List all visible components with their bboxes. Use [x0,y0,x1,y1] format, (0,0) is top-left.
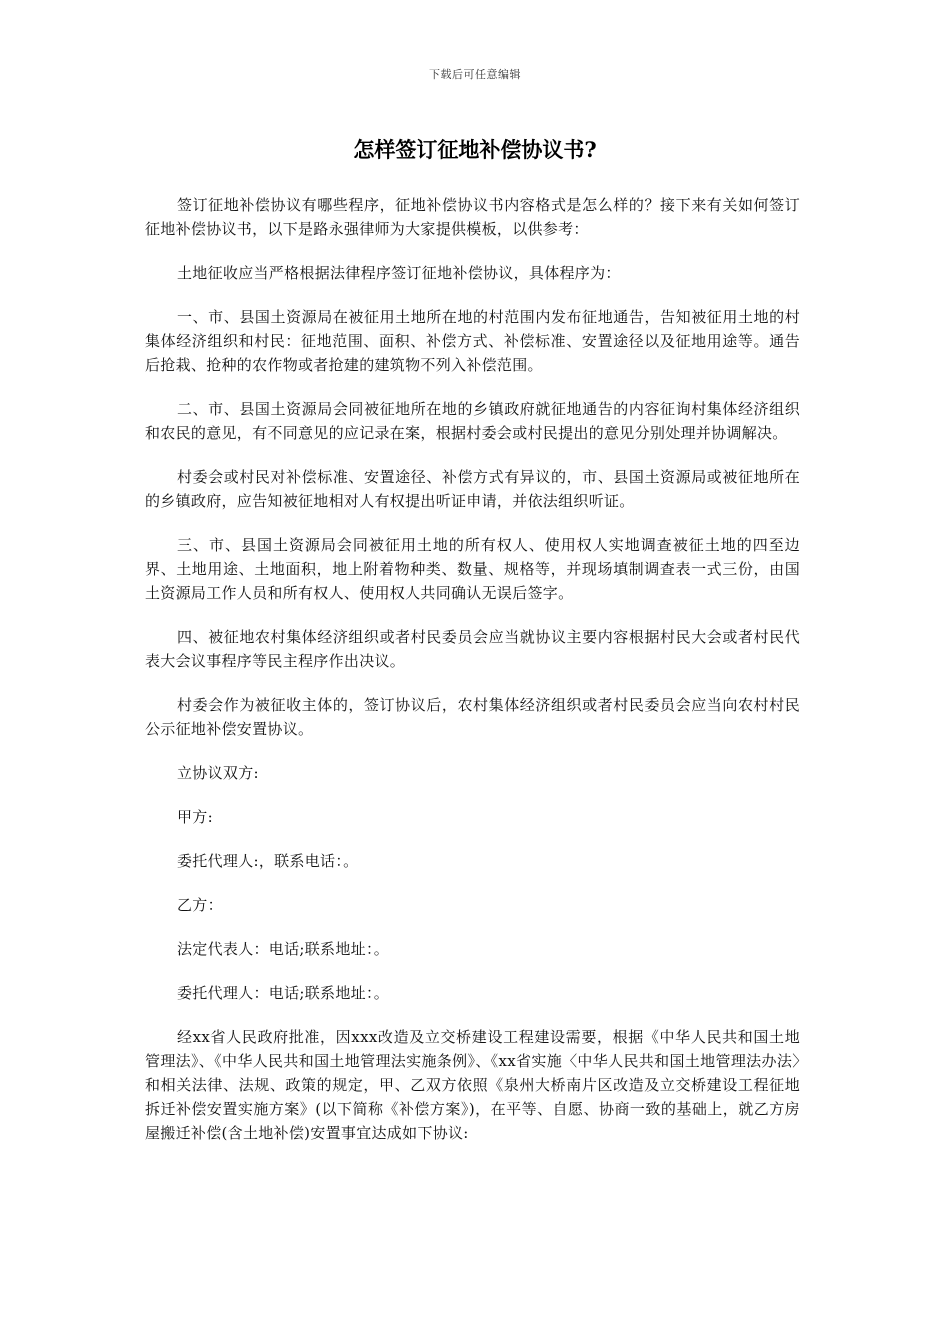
paragraph-intro: 签订征地补偿协议有哪些程序，征地补偿协议书内容格式是怎么样的？接下来有关如何签订征地补偿协议书，以下是路永强律师为大家提供模板，以供参考： [145,196,800,238]
document-title: 怎样签订征地补偿协议书? [353,137,597,162]
party-a-agent: 委托代理人:，联系电话：。 [177,852,359,870]
paragraph-procedure-lead: 土地征收应当严格根据法律程序签订征地补偿协议，具体程序为： [177,264,621,282]
header-note: 下载后可任意编辑 [429,68,521,81]
party-b-legal-rep: 法定代表人：电话;联系地址：。 [177,940,390,958]
parties-heading: 立协议双方: [177,764,259,782]
party-a: 甲方: [177,808,213,826]
paragraph-step-4: 四、被征地农村集体经济组织或者村民委员会应当就协议主要内容根据村民大会或者村民代表大会议事程序等民主程序作出决议。 [145,628,800,670]
document-body [145,193,800,1165]
paragraph-step-2: 二、市、县国土资源局会同被征地所在地的乡镇政府就征地通告的内容征询村集体经济组织和农民的意见，有不同意见的应记录在案，根据村委会或村民提出的意见分别处理并协调解决。 [145,400,800,442]
paragraph-agreement-basis: 经xx省人民政府批准，因xxx改造及立交桥建设工程建设需要，根据《中华人民共和国土地管理法》、《中华人民共和国土地管理法实施条例》、《xx省实施〈中华人民共和国土地管理法办法〉和相关法律、法规、政策的规定，甲、乙双方依照《泉州大桥南片区改造及立交桥建设工程征地拆迁补偿安置实施方案》(以下简称《补偿方案》)，在平等、自愿、协商一致的基础上，就乙方房屋搬迁补偿(含土地补偿)安置事宜达成如下协议: [145,1028,800,1142]
paragraph-publicity: 村委会作为被征收主体的，签订协议后，农村集体经济组织或者村民委员会应当向农村村民公示征地补偿安置协议。 [145,696,800,738]
paragraph-hearing: 村委会或村民对补偿标准、安置途径、补偿方式有异议的，市、县国土资源局或被征地所在的乡镇政府，应告知被征地相对人有权提出听证申请，并依法组织听证。 [145,468,800,510]
party-b-agent: 委托代理人：电话;联系地址：。 [177,984,390,1002]
paragraph-step-3: 三、市、县国土资源局会同被征用土地的所有权人、使用权人实地调查被征土地的四至边界、土地用途、土地面积，地上附着物种类、数量、规格等，并现场填制调查表一式三份，由国土资源局工作人员和所有权人、使用权人共同确认无误后签字。 [145,536,800,602]
party-b: 乙方： [177,896,223,914]
paragraph-step-1: 一、市、县国土资源局在被征用土地所在地的村范围内发布征地通告，告知被征用土地的村集体经济组织和村民：征地范围、面积、补偿方式、补偿标准、安置途径以及征地用途等。通告后抢栽、抢种的农作物或者抢建的建筑物不列入补偿范围。 [145,308,800,374]
